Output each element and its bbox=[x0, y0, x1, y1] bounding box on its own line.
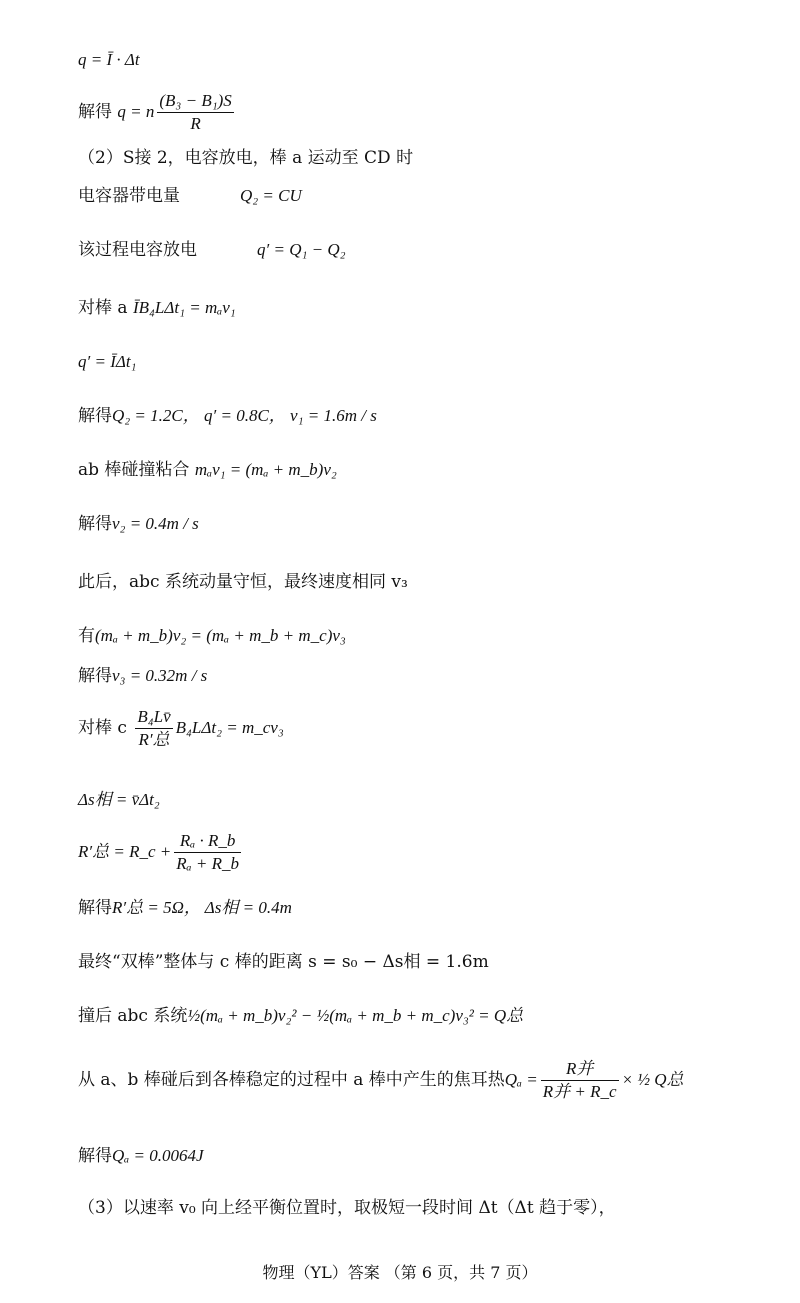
momentum-conservation-text: 此后，abc 系统动量守恒，最终速度相同 v₃ bbox=[78, 572, 408, 592]
equation: v₃ = 0.32m / s bbox=[112, 666, 208, 685]
section-2-heading: （2）S接 2，电容放电，棒 a 运动至 CD 时 bbox=[78, 148, 414, 168]
equation: B₄LΔt₂ = m_cv₃ bbox=[175, 718, 284, 737]
fraction-denominator: R并 + R_c bbox=[542, 1082, 617, 1101]
eq-charge: q = Ī · Δt bbox=[78, 50, 140, 69]
solve-label: 解得 bbox=[78, 1146, 112, 1166]
eq-discharge-charge: q′ = ĪΔt₁ bbox=[78, 352, 137, 371]
equation: Q₂ = CU bbox=[240, 186, 302, 205]
page-footer: 物理（YL）答案 （第 6 页，共 7 页） bbox=[262, 1263, 538, 1282]
capacitor-discharge bbox=[78, 238, 780, 262]
solve-label: 解得 bbox=[78, 102, 112, 122]
text: 对棒 a bbox=[78, 298, 128, 318]
equation: R′总 = 5Ω， Δs相 = 0.4m bbox=[112, 898, 292, 917]
fraction bbox=[541, 1058, 619, 1103]
text: 撞后 abc 系统 bbox=[78, 1006, 188, 1026]
text: 对棒 c bbox=[78, 718, 127, 738]
solve-resistance bbox=[78, 896, 780, 920]
energy-equation bbox=[78, 1004, 780, 1028]
fraction-denominator: Rₐ + R_b bbox=[176, 854, 239, 873]
eq-relative-displacement: Δs相 = v̄Δt₂ bbox=[78, 790, 160, 809]
solve-label: 解得 bbox=[78, 406, 112, 426]
fraction-numerator: B₄Lv̄ bbox=[135, 706, 172, 729]
capacitor-charge bbox=[78, 184, 780, 208]
equation: ½(mₐ + m_b)v₂² − ½(mₐ + m_b + m_c)v₃² = Q总 bbox=[187, 1006, 524, 1025]
text: 从 a、b 棒碰后到各棒稳定的过程中 a 棒中产生的焦耳热 bbox=[78, 1070, 505, 1090]
solve-heat bbox=[78, 1144, 780, 1168]
equation: Q₂ = 1.2C， q′ = 0.8C， v₁ = 1.6m / s bbox=[112, 406, 377, 425]
fraction-denominator: R′总 bbox=[138, 730, 170, 749]
fraction-numerator: (B₃ − B₁)S bbox=[157, 90, 233, 113]
momentum-conservation-eq bbox=[78, 624, 780, 648]
equation: Qₐ = 0.0064J bbox=[112, 1146, 204, 1165]
text: 有 bbox=[78, 626, 95, 646]
solve-values-1 bbox=[78, 404, 780, 428]
joule-heat-a bbox=[78, 1058, 780, 1103]
solve-v2 bbox=[78, 512, 780, 536]
equation: (mₐ + m_b)v₂ = (mₐ + m_b + m_c)v₃ bbox=[95, 626, 346, 645]
collision-ab bbox=[78, 458, 780, 482]
fraction-denominator: R bbox=[190, 114, 201, 133]
solve-v3 bbox=[78, 664, 780, 688]
final-distance: 最终“双棒”整体与 c 棒的距离 s = s₀ − Δs相 = 1.6m bbox=[78, 952, 489, 972]
text: ab 棒碰撞粘合 bbox=[78, 460, 190, 480]
eq-lhs: R′总 = R_c + bbox=[78, 842, 172, 861]
eq-total-resistance bbox=[78, 830, 780, 875]
solve-label: 解得 bbox=[78, 514, 112, 534]
eq-lhs: Qₐ = bbox=[504, 1070, 538, 1089]
bar-c-impulse bbox=[78, 706, 780, 751]
equation: v₂ = 0.4m / s bbox=[112, 514, 199, 533]
bar-a-impulse bbox=[78, 296, 780, 320]
fraction-numerator: Rₐ · R_b bbox=[174, 830, 241, 853]
fraction bbox=[135, 706, 172, 751]
fraction-numerator: R并 bbox=[541, 1058, 619, 1081]
section-3-text: （3）以速率 v₀ 向上经平衡位置时，取极短一段时间 Δt（Δt 趋于零）， bbox=[78, 1198, 616, 1218]
equation: mₐv₁ = (mₐ + m_b)v₂ bbox=[194, 460, 337, 479]
fraction bbox=[157, 90, 233, 135]
solve-label: 解得 bbox=[78, 666, 112, 686]
solve-label: 解得 bbox=[78, 898, 112, 918]
equation: q′ = Q₁ − Q₂ bbox=[257, 240, 346, 259]
text: 该过程电容放电 bbox=[78, 240, 197, 260]
text: 电容器带电量 bbox=[78, 186, 180, 206]
equation: × ½ Q总 bbox=[621, 1070, 684, 1089]
equation: ĪB₄LΔt₁ = mₐv₁ bbox=[132, 298, 236, 317]
fraction bbox=[174, 830, 241, 875]
solve-charge bbox=[78, 90, 780, 135]
eq-lhs: q = n bbox=[117, 102, 155, 121]
